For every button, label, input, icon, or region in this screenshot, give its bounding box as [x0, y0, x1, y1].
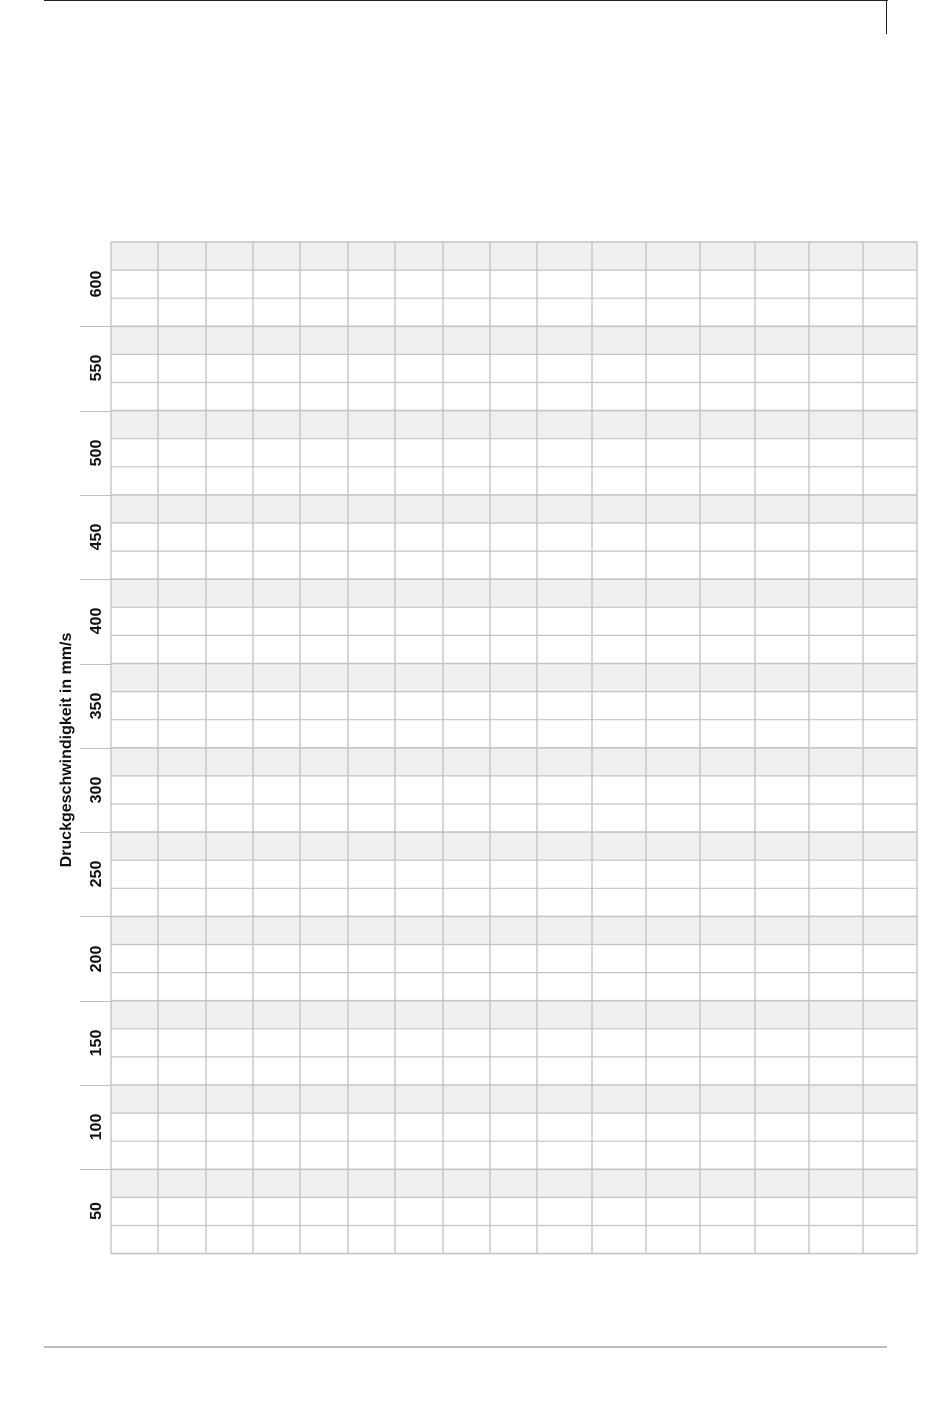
shaded-row [111, 832, 917, 860]
tick-label: 500 [88, 439, 105, 467]
shaded-row [111, 411, 917, 439]
shaded-row [111, 1169, 917, 1197]
shaded-row [111, 495, 917, 523]
shaded-row [111, 1085, 917, 1113]
bottom-rule [44, 1346, 887, 1348]
tick-label: 550 [88, 355, 105, 382]
tick-label: 250 [88, 860, 105, 888]
tick-label: 50 [88, 1202, 105, 1221]
tick-label: 600 [88, 270, 105, 298]
tick-label: 300 [88, 776, 105, 804]
shaded-row [111, 579, 917, 607]
shaded-row [111, 1001, 917, 1029]
shaded-row [111, 916, 917, 944]
shaded-row [111, 748, 917, 776]
tick-label: 100 [88, 1113, 105, 1141]
shaded-row [111, 664, 917, 692]
shaded-row [111, 326, 917, 354]
shaded-row [111, 242, 917, 270]
tick-label: 150 [88, 1029, 105, 1057]
tick-label: 350 [88, 692, 105, 719]
tick-label: 400 [88, 607, 105, 635]
tick-label: 200 [88, 945, 105, 972]
y-axis-label: Druckgeschwindigkeit in mm/s [58, 632, 75, 868]
tick-label: 450 [88, 523, 105, 551]
